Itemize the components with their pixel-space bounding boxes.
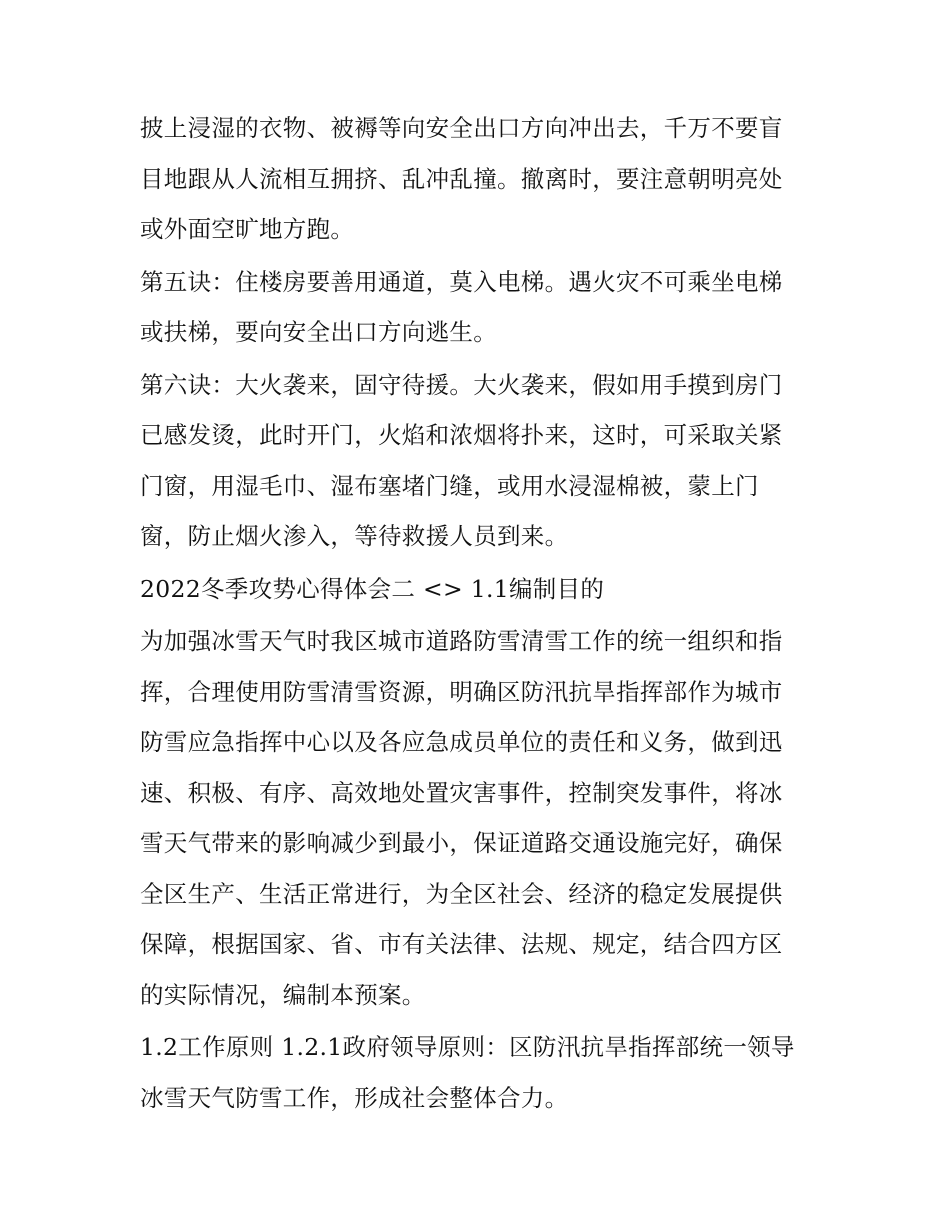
text-line: 门窗，用湿毛巾、湿布塞堵门缝，或用水浸湿棉被，蒙上门 (140, 471, 759, 500)
text-line: 已感发烫，此时开门，火焰和浓烟将扑来，这时，可采取关紧 (140, 421, 783, 449)
text-line: 或扶梯，要向安全出口方向逃生。 (140, 318, 497, 346)
text-line: 雪天气带来的影响减少到最小，保证道路交通设施完好，确保 (140, 829, 783, 857)
text-line: 挥，合理使用防雪清雪资源，明确区防汛抗旱指挥部作为城市 (140, 677, 783, 706)
paragraph-tip-five (140, 257, 820, 358)
text-line: 披上浸湿的衣物、被褥等向安全出口方向冲出去，千万不要盲 (140, 114, 783, 142)
section-heading (140, 564, 820, 615)
text-line: 窗，防止烟火渗入，等待救援人员到来。 (140, 522, 569, 550)
text-line: 2022冬季攻势心得体会二 <> 1.1编制目的 (140, 574, 605, 603)
text-line: 保障，根据国家、省、市有关法律、法规、规定，结合四方区 (140, 930, 783, 958)
text-line: 全区生产、生活正常进行，为全区社会、经济的稳定发展提供 (140, 879, 783, 908)
text-line: 目地跟从人流相互拥挤、乱冲乱撞。撤离时，要注意朝明亮处 (140, 164, 783, 193)
text-line: 冰雪天气防雪工作，形成社会整体合力。 (140, 1083, 569, 1112)
paragraph-purpose (140, 616, 820, 1020)
paragraph-tip-six (140, 360, 820, 562)
paragraph-principles (140, 1022, 820, 1123)
document-body (140, 103, 820, 1125)
text-line: 的实际情况，编制本预案。 (140, 980, 426, 1009)
text-line: 为加强冰雪天气时我区城市道路防雪清雪工作的统一组织和指 (140, 627, 783, 655)
text-line: 1.2工作原则 1.2.1政府领导原则：区防汛抗旱指挥部统一领导 (140, 1033, 795, 1061)
text-line: 速、积极、有序、高效地处置灾害事件，控制突发事件，将冰 (140, 778, 783, 807)
paragraph-evacuation (140, 103, 820, 255)
text-line: 第五诀：住楼房要善用通道，莫入电梯。遇火灾不可乘坐电梯 (140, 267, 783, 296)
text-line: 防雪应急指挥中心以及各应急成员单位的责任和义务，做到迅 (140, 728, 783, 756)
text-line: 第六诀：大火袭来，固守待援。大火袭来，假如用手摸到房门 (140, 370, 783, 399)
text-line: 或外面空旷地方跑。 (140, 215, 355, 243)
